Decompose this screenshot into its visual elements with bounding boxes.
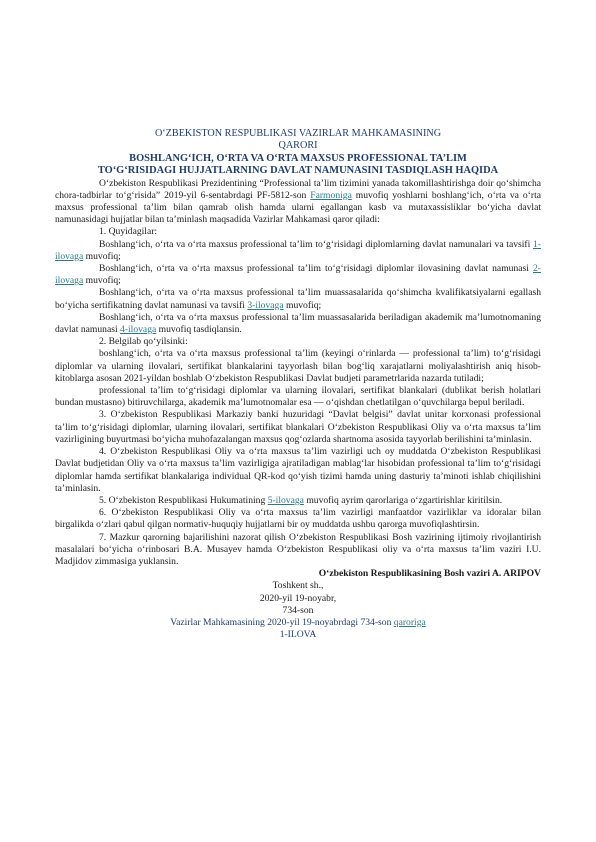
document-page [55,128,541,641]
resolution-link[interactable]: qaroriga [393,616,426,628]
item-2b: professional ta’lim to‘g‘risidagi diplomlar va ularning ilovalari, sertifikat blankalari (dublikat berish holatlari bundan mustasno) bitiruvchilarga, akademik ma’lumotnomalar esa — o‘qishdan chetlatilgan o‘quvchilarga bepul beriladi. [55,385,541,409]
farmon-link[interactable]: Farmoniga [310,189,352,201]
issue-city: Toshkent sh., [272,580,324,592]
item-1d: Boshlang‘ich, o‘rta va o‘rta maxsus professional ta’lim muassasalarida beriladigan akademik ma’lumotnomaning davlat namunasi 4-ilovaga muvofiq tasdiqlansin. [55,311,541,336]
annex-1-link[interactable]: 1-ilovaga [55,238,541,262]
item-1a: Boshlang‘ich, o‘rta va o‘rta maxsus professional ta’lim to‘g‘risidagi diplomlarning davlat namunalari va tavsifi 1-ilovaga muvofiq; [55,238,541,262]
doc-header-line-1: O‘ZBEKISTON RESPUBLIKASI VAZIRLAR MAHKAMASINING [154,128,442,139]
annex-5-link[interactable]: 5-ilovaga [267,494,304,506]
item-5: 5. O‘zbekiston Respublikasi Hukumatining 5-ilovaga muvofiq ayrim qarorlariga o‘zgartirishlar kiritilsin. [99,494,503,506]
item-1: 1. Quyidagilar: [99,226,158,238]
annex-reference: Vazirlar Mahkamasining 2020-yil 19-noyabrdagi 734-son qaroriga [170,616,426,628]
annex-4-link[interactable]: 4-ilovaga [120,324,157,336]
item-3: 3. O‘zbekiston Respublikasi Markaziy banki huzuridagi “Davlat belgisi” davlat unitar korxonasi professional ta’lim to‘g‘risidagi diplomlar, ularning ilovalari, sertifikat blankalari O‘zbekiston Respublikasi Oliy va o‘rta maxsus ta’lim vazirligining buyurtmasi bo‘yicha muhofazalangan maxsus qog‘ozlarda shartnoma asosida tayyorlab berilishini ta’minlasin. [55,409,541,445]
signature-line: O‘zbekiston Respublikasining Bosh vaziri A. ARIPOV [318,568,541,580]
item-2: 2. Belgilab qo‘yilsinki: [99,336,188,348]
issue-date: 2020-yil 19-noyabr, [259,592,337,604]
item-1c: Boshlang‘ich, o‘rta va o‘rta maxsus professional ta’lim muassasalarida qo‘shimcha kvalifikatsiyalarni egallash bo‘yicha sertifikatning davlat namunasi va tavsifi 3-ilovaga muvofiq; [55,287,541,311]
item-6: 6. O‘zbekiston Respublikasi Oliy va o‘rta maxsus ta’lim vazirligi manfaatdor vazirliklar va idoralar bilan birgalikda o‘zlari qabul qilgan normativ-huquqiy hujjatlarni bir oy muddatda ushbu qarorga muvofiqlashtirsin. [55,507,541,531]
intro-paragraph: O‘zbekiston Respublikasi Prezidentining “Professional ta’lim tizimini yanada takomillashtirishga doir qo‘shimcha chora-tadbirlar to‘g‘risida” 2019-yil 6-sentabrdagi PF-5812-son Farmoniga muvofiq yoshlarni boshlang‘ich, o‘rta va o‘rta maxsus professional ta’lim bilan qamrab olish hamda ularni egallangan kasb va mutaxassisliklar bo‘yicha davlat namunasidagi hujjatlar bilan ta’minlash maqsadida Vazirlar Mahkamasi qaror qiladi: [55,177,541,226]
item-2a: boshlang‘ich, o‘rta va o‘rta maxsus professional ta’lim (keyingi o‘rinlarda — professional ta’lim) to‘g‘risidagi diplomlar va ularning ilovalari, sertifikat blankalarini tayyorlash bilan bog‘liq xarajatlarni moliyalashtirish aniq hisob-kitoblarga asosan 2021-yildan boshlab O‘zbekiston Respublikasi Davlat budjeti parametrlarida nazarda tutiladi; [55,348,541,384]
annex-2-link[interactable]: 2-ilovaga [55,263,541,287]
annex-label: 1-ILOVA [279,629,317,641]
item-7: 7. Mazkur qarorning bajarilishini nazorat qilish O‘zbekiston Respublikasi Bosh vazirining ijtimoiy rivojlantirish masalalari bo‘yicha o‘rinbosari B.A. Musayev hamda O‘zbekiston Respublikasi oliy va o‘rta maxsus ta’lim vaziri I.U. Madjidov zimmasiga yuklansin. [55,531,541,567]
item-1b: Boshlang‘ich, o‘rta va o‘rta maxsus professional ta’lim to‘g‘risidagi diplomlar ilovasining davlat namunasi 2-ilovaga muvofiq; [55,263,541,287]
doc-title-line-1: BOSHLANG‘ICH, O‘RTA VA O‘RTA MAXSUS PROFESSIONAL TA’LIM [129,152,467,164]
doc-header-line-2: QARORI [278,140,318,152]
annex-3-link[interactable]: 3-ilovaga [247,299,284,311]
issue-number: 734-son [282,604,314,616]
item-4: 4. O‘zbekiston Respublikasi Oliy va o‘rta maxsus ta’lim vazirligi uch oy muddatda O‘zbekiston Respublikasi Davlat budjetidan Oliy va o‘rta maxsus ta’lim vazirligiga ajratiladigan mablag‘lar hisobidan professional ta’lim to‘g‘risidagi diplomlar hamda sertifikat blankalariga individual QR-kod qo‘yish tizimi hamda uning dasturiy ta’minoti ishlab chiqilishini ta’minlasin. [55,446,541,494]
doc-title-line-2: TO‘G‘RISIDAGI HUJJATLARNING DAVLAT NAMUNASINI TASDIQLASH HAQIDA [97,165,499,177]
